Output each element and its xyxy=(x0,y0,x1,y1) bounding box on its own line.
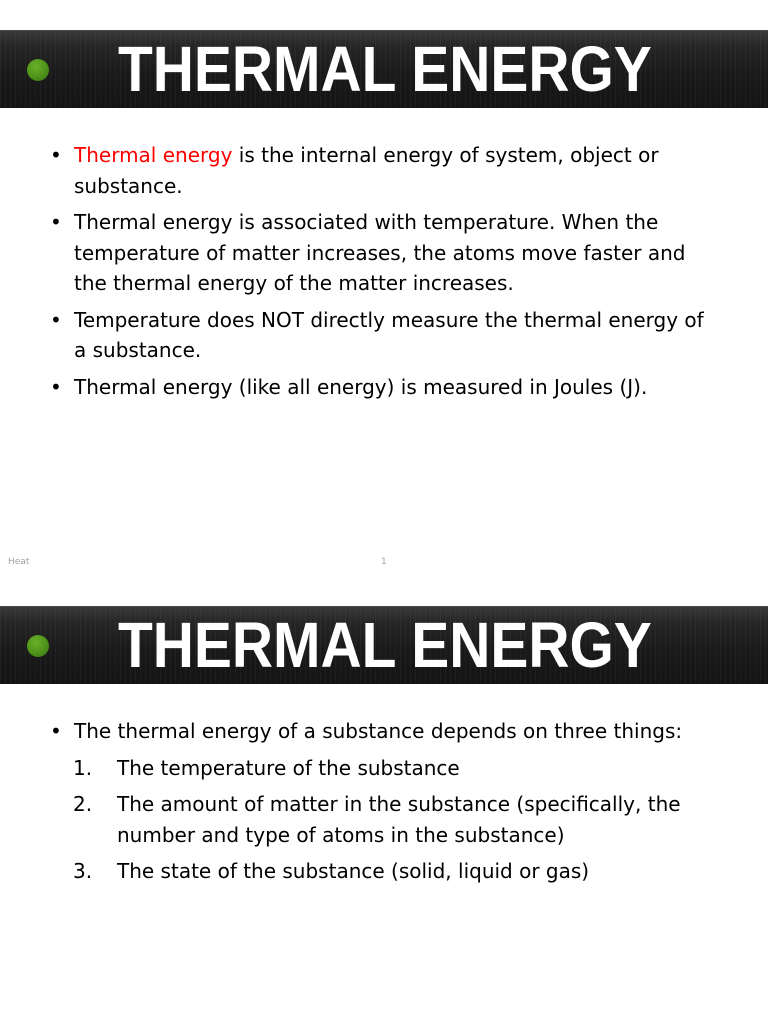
slide-page-number: 1 xyxy=(381,557,387,567)
numbered-item xyxy=(50,753,710,784)
bullet-mark: • xyxy=(50,307,62,332)
slide-1-title: THERMAL ENERGY xyxy=(118,33,652,105)
bullet-item xyxy=(50,372,710,403)
numbered-item xyxy=(50,856,710,887)
slide-1-content xyxy=(50,140,710,408)
bullet-item xyxy=(50,716,710,747)
bullet-text: Temperature does NOT directly measure the thermal energy of a substance. xyxy=(74,307,704,362)
item-number: 2. xyxy=(73,792,93,816)
highlighted-term: Thermal energy xyxy=(74,143,233,167)
bullet-text: The thermal energy of a substance depends on three things: xyxy=(74,719,683,743)
bullet-item xyxy=(50,140,710,201)
bullet-mark: • xyxy=(50,143,62,167)
item-number: 1. xyxy=(73,755,93,780)
item-text: The amount of matter in the substance (specifically, the number and type of atoms in the substance) xyxy=(117,792,681,847)
bullet-item xyxy=(50,305,710,366)
item-text: The state of the substance (solid, liquid or gas) xyxy=(117,859,590,883)
green-dot-icon xyxy=(27,635,49,657)
slide-footer-label: Heat xyxy=(8,557,30,567)
item-number: 3. xyxy=(73,859,93,883)
bullet-mark: • xyxy=(50,210,62,234)
bullet-text: is the internal energy of system, object or substance. xyxy=(74,143,659,198)
slide-2-title: THERMAL ENERGY xyxy=(118,609,652,681)
bullet-text: Thermal energy is associated with temperature. When the temperature of matter increases, the atoms move faster and the thermal energy of the matter increases. xyxy=(74,210,686,295)
item-text: The temperature of the substance xyxy=(117,755,460,780)
bullet-mark: • xyxy=(50,374,62,399)
slide-2-title-bar xyxy=(0,606,768,684)
bullet-mark: • xyxy=(50,719,62,743)
slide-2-content xyxy=(50,716,710,893)
numbered-item xyxy=(50,789,710,850)
green-dot-icon xyxy=(27,59,49,81)
slide-1-title-bar xyxy=(0,30,768,108)
bullet-item xyxy=(50,207,710,299)
bullet-text: Thermal energy (like all energy) is measured in Joules (J). xyxy=(74,374,648,399)
